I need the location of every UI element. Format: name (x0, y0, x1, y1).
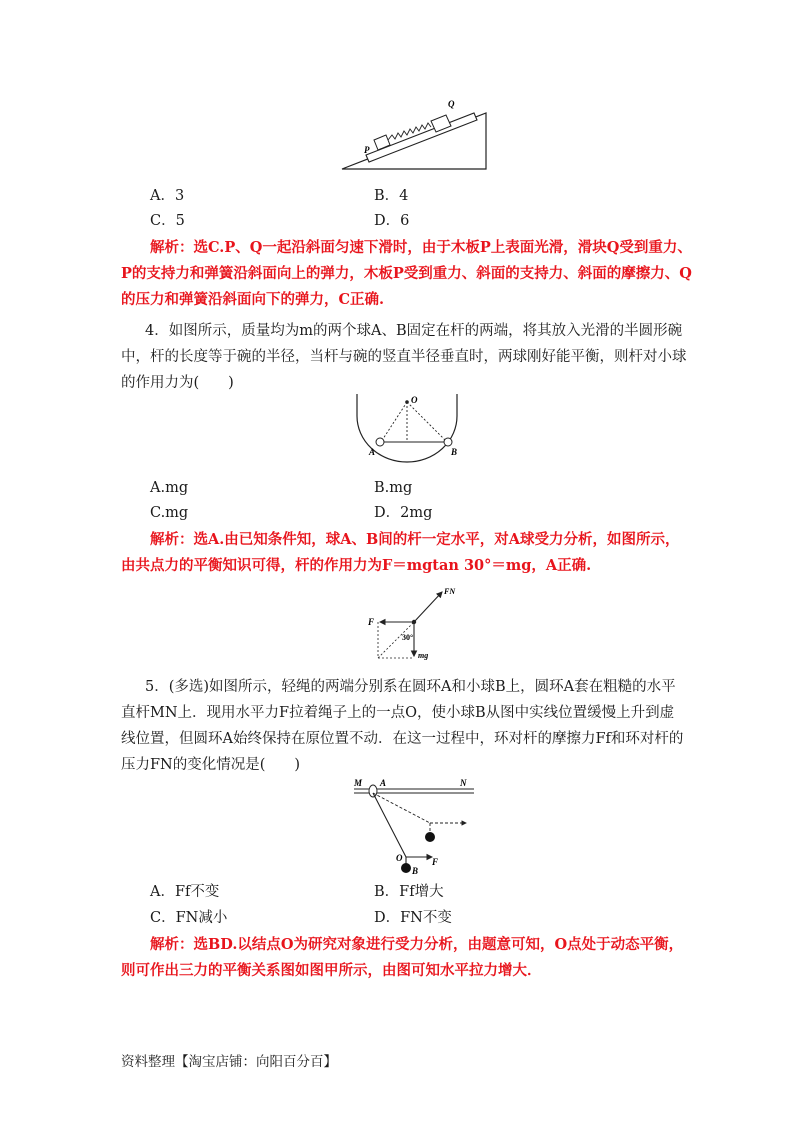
q3-analysis-line-1: 解析：选C.P、Q一起沿斜面匀速下滑时，由于木板P上表面光滑，滑块Q受到重力、 (150, 239, 692, 256)
label-mg: mg (418, 651, 429, 660)
q5-stem-line-2: 直杆MN上．现用水平力F拉着绳子上的一点O，使小球B从图中实线位置缓慢上升到虚 (121, 705, 675, 721)
q4-analysis-line-2: 由共点力的平衡知识可得，杆的作用力为F＝mgtan 30°＝mg，A正确. (121, 557, 592, 574)
q5-analysis-line-1: 解析：选BD.以结点O为研究对象进行受力分析，由题意可知，O点处于动态平衡， (150, 936, 684, 953)
page-footer: 资料整理【淘宝店铺：向阳百分百】 (121, 1054, 337, 1070)
q4-analysis-line-1: 解析：选A.由已知条件知，球A、B间的杆一定水平，对A球受力分析，如图所示， (150, 531, 680, 548)
label-o: O (411, 395, 418, 405)
q4-option-b: B.mg (374, 480, 413, 496)
q3-analysis-line-3: 的压力和弹簧沿斜面向下的弹力，C正确. (121, 291, 385, 308)
q3-analysis-line-2: P的支持力和弹簧沿斜面向上的弹力，木板P受到重力、斜面的支持力、斜面的摩擦力、Q (121, 265, 692, 282)
q4-option-d: D．2mg (374, 505, 433, 521)
q4-option-a: A.mg (150, 480, 189, 496)
force-figure (366, 584, 466, 664)
q5-option-d: D．FN不变 (374, 910, 452, 926)
q3-option-d: D．6 (374, 213, 410, 229)
q4-option-c: C.mg (150, 505, 189, 521)
q5-option-b: B．Ff增大 (374, 884, 444, 900)
q3-option-c: C．5 (150, 213, 185, 229)
label-a5: A (380, 778, 387, 788)
label-f: F (368, 617, 375, 627)
q4-stem-line-2: 中，杆的长度等于碗的半径，当杆与碗的竖直半径垂直时，两球刚好能平衡，则杆对小球 (121, 349, 687, 365)
label-a: A (369, 447, 376, 457)
rod-figure (348, 775, 478, 875)
label-f5: F (432, 857, 439, 867)
label-b: B (451, 447, 458, 457)
q5-option-c: C．FN减小 (150, 910, 228, 926)
q5-analysis-line-2: 则可作出三力的平衡关系图如图甲所示，由图可知水平拉力增大． (121, 962, 542, 979)
q3-option-b: B．4 (374, 188, 409, 204)
q5-stem-line-1: 5．(多选)如图所示，轻绳的两端分别系在圆环A和小球B上，圆环A套在粗糙的水平 (145, 679, 676, 695)
q5-option-a: A．Ff不变 (150, 884, 220, 900)
label-o5: O (396, 853, 403, 863)
label-angle: 30° (402, 633, 414, 642)
q5-stem-line-3: 线位置，但圆环A始终保持在原位置不动．在这一过程中，环对杆的摩擦力Ff和环对杆的 (121, 731, 684, 747)
label-n: N (460, 778, 467, 788)
q4-stem-line-1: 4．如图所示，质量均为m的两个球A、B固定在杆的两端，将其放入光滑的半圆形碗 (145, 323, 683, 339)
label-q: Q (448, 99, 455, 109)
label-m: M (354, 778, 363, 788)
label-p: P (364, 145, 370, 155)
q5-stem-line-4: 压力FN的变化情况是( ) (121, 757, 301, 773)
label-fn: FN (444, 587, 456, 596)
label-b5: B (412, 866, 419, 875)
q3-option-a: A．3 (150, 188, 185, 204)
incline-figure (338, 95, 493, 175)
bowl-figure (345, 388, 470, 468)
q4-stem-line-3: 的作用力为( ) (121, 375, 234, 391)
